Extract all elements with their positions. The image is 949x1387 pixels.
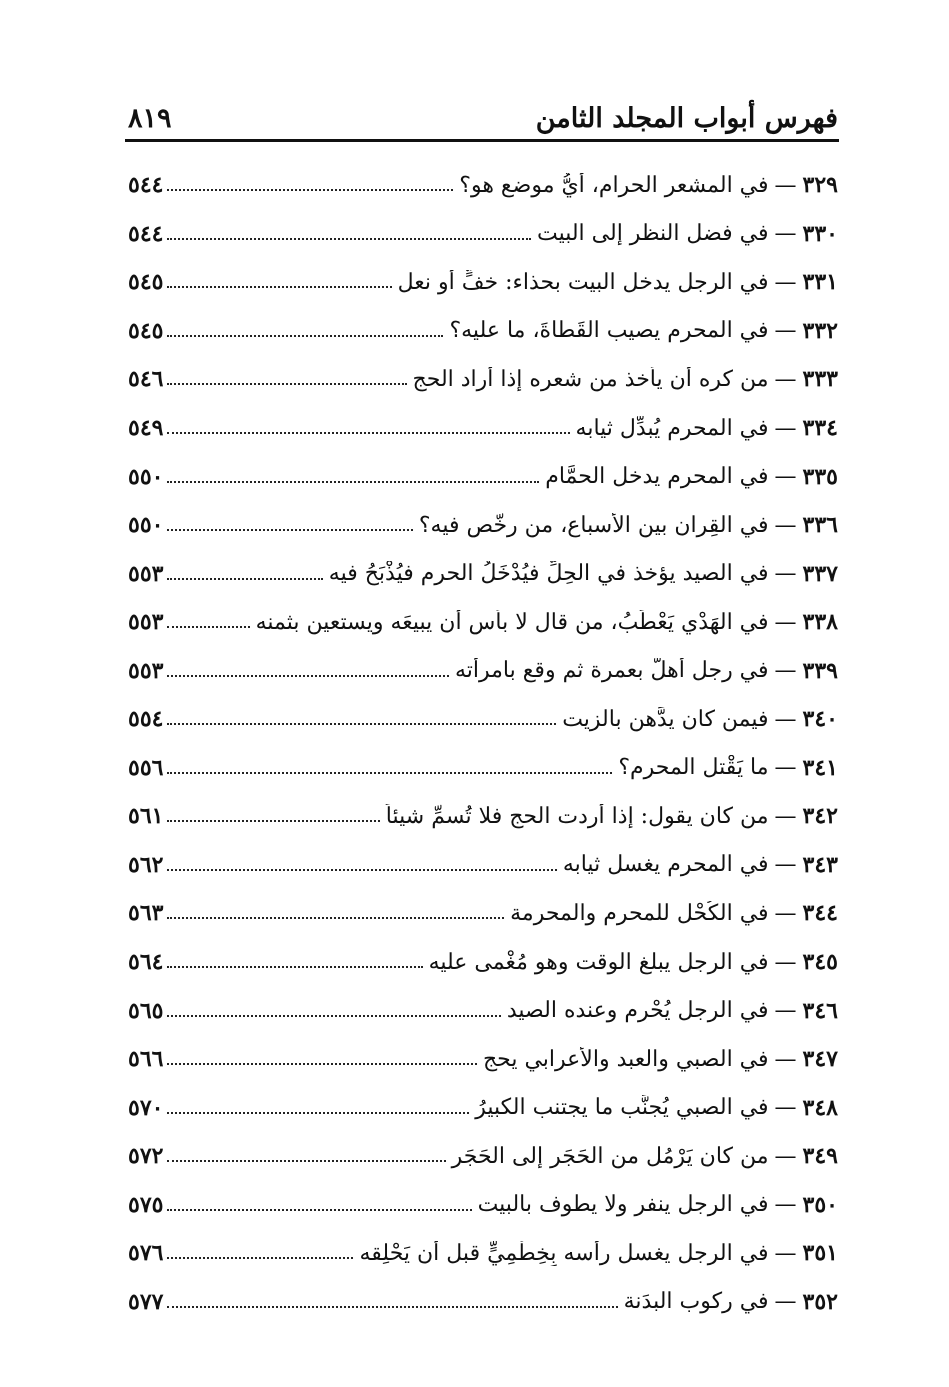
entry-page-number: ٥٦٤ <box>128 949 164 976</box>
entry-number: ٣٤٤ <box>802 900 838 927</box>
dot-leader <box>167 820 379 822</box>
dot-leader <box>167 626 249 628</box>
entry-number: ٣٣٣ <box>802 366 838 393</box>
entry-number: ٣٣٢ <box>802 317 838 344</box>
entry-dash: — <box>774 1289 797 1315</box>
entry-number: ٣٣٦ <box>802 512 838 539</box>
entry-page-number: ٥٤٤ <box>128 220 164 247</box>
dot-leader <box>167 723 556 725</box>
entry-dash: — <box>774 1143 797 1169</box>
entry-page-number: ٥٤٥ <box>128 317 164 344</box>
entry-page-number: ٥٥٣ <box>128 560 164 587</box>
entry-title: في المحرم يدخل الحمَّام <box>545 464 769 490</box>
toc-entry <box>128 355 838 404</box>
toc-entry <box>128 792 838 841</box>
entry-dash: — <box>774 415 797 441</box>
entry-title: في الرجل ينفر ولا يطوف بالبيت <box>477 1192 769 1218</box>
toc-entry <box>128 210 838 259</box>
entry-page-number: ٥٥٣ <box>128 657 164 684</box>
entry-page-number: ٥٤٩ <box>128 415 164 441</box>
dot-leader <box>167 335 443 337</box>
entry-title: في المشعر الحرام، أيُّ موضع هو؟ <box>459 172 769 198</box>
toc-entry <box>128 744 838 793</box>
entry-dash: — <box>774 366 797 392</box>
entry-number: ٣٥٠ <box>802 1191 838 1218</box>
toc-entry <box>128 404 838 453</box>
page-header <box>128 90 838 134</box>
entry-dash: — <box>774 1192 797 1218</box>
entry-title: في المحرم يُبدِّل ثيابه <box>575 415 769 441</box>
dot-leader <box>167 529 412 531</box>
entry-number: ٣٢٩ <box>802 172 838 199</box>
entry-dash: — <box>774 269 797 295</box>
entry-number: ٣٣٨ <box>802 609 838 636</box>
entry-page-number: ٥٤٤ <box>128 172 164 199</box>
entry-dash: — <box>774 318 797 344</box>
toc-entry <box>128 1180 838 1229</box>
entry-title: في المحرم يغسل ثيابه <box>562 852 769 878</box>
toc-entry <box>128 938 838 987</box>
toc-entry <box>128 1278 838 1327</box>
running-title: فهرس أبواب المجلد الثامن <box>535 103 838 134</box>
entry-page-number: ٥٥٦ <box>128 754 164 781</box>
entry-page-number: ٥٧٦ <box>128 1240 164 1267</box>
entry-page-number: ٥٦٢ <box>128 851 164 878</box>
toc-entry <box>128 307 838 356</box>
entry-dash: — <box>774 561 797 587</box>
entry-page-number: ٥٦٣ <box>128 900 164 927</box>
entry-dash: — <box>774 900 797 926</box>
dot-leader <box>167 675 449 677</box>
toc-entry <box>128 695 838 744</box>
dot-leader <box>167 432 569 434</box>
entry-dash: — <box>774 755 797 781</box>
dot-leader <box>167 1257 353 1259</box>
entry-title: في الصبي يُجنَّب ما يجتنب الكبيرُ <box>475 1095 769 1121</box>
toc-entry <box>128 549 838 598</box>
dot-leader <box>167 966 422 968</box>
toc-entry <box>128 1083 838 1132</box>
dot-leader <box>167 481 539 483</box>
toc-entry <box>128 1132 838 1181</box>
entry-title: فيمن كان يدَّهن بالزيت <box>562 706 769 732</box>
entry-dash: — <box>774 1240 797 1266</box>
entry-page-number: ٥٦٦ <box>128 1046 164 1073</box>
toc-entry <box>128 161 838 210</box>
entry-dash: — <box>774 852 797 878</box>
entry-dash: — <box>774 1046 797 1072</box>
header-rule <box>125 139 839 142</box>
toc-entry <box>128 1229 838 1278</box>
entry-page-number: ٥٤٦ <box>128 366 164 393</box>
entry-number: ٣٣١ <box>802 269 838 296</box>
entry-title: في القِران بين الأسباع، من رخَّص فيه؟ <box>418 512 769 538</box>
dot-leader <box>167 1160 445 1162</box>
dot-leader <box>167 189 453 191</box>
dot-leader <box>167 1015 500 1017</box>
entry-page-number: ٥٧٢ <box>128 1143 164 1170</box>
entry-title: من كان يَرْمُل من الحَجَر إلى الحَجَر <box>451 1143 769 1169</box>
entry-number: ٣٣٧ <box>802 560 838 587</box>
entry-title: في المحرم يصيب القَطاةَ، ما عليه؟ <box>449 318 769 344</box>
toc-entry <box>128 1035 838 1084</box>
entry-title: في الكُحْل للمحرم والمحرمة <box>510 900 769 926</box>
toc-entry <box>128 646 838 695</box>
entry-number: ٣٣٤ <box>802 415 838 441</box>
toc-entry <box>128 598 838 647</box>
entry-number: ٣٤٠ <box>802 706 838 733</box>
entry-number: ٣٤٣ <box>802 851 838 878</box>
entry-page-number: ٥٦١ <box>128 803 164 830</box>
entry-dash: — <box>774 949 797 975</box>
dot-leader <box>167 286 391 288</box>
entry-number: ٣٥١ <box>802 1240 838 1267</box>
dot-leader <box>167 1209 471 1211</box>
entry-number: ٣٤٩ <box>802 1143 838 1170</box>
dot-leader <box>167 578 322 580</box>
entry-title: في الرجل يدخل البيت بحذاء: خفٍّ أو نعل <box>397 269 769 295</box>
entry-number: ٣٣٥ <box>802 463 838 490</box>
entry-number: ٣٤٧ <box>802 1046 838 1073</box>
entry-title: في الصبي والعبد والأعرابي يحج <box>482 1046 769 1072</box>
entry-page-number: ٥٤٥ <box>128 269 164 296</box>
table-of-contents <box>128 161 838 1326</box>
entry-page-number: ٥٦٥ <box>128 997 164 1024</box>
entry-number: ٣٤١ <box>802 754 838 781</box>
dot-leader <box>167 1306 617 1308</box>
toc-entry <box>128 258 838 307</box>
toc-entry <box>128 986 838 1035</box>
entry-number: ٣٣٩ <box>802 657 838 684</box>
toc-entry <box>128 452 838 501</box>
entry-title: ما يَقْتل المحرم؟ <box>618 755 769 781</box>
entry-number: ٣٤٥ <box>802 949 838 976</box>
toc-entry <box>128 889 838 938</box>
entry-title: من كان يقول: إذا أردت الحج فلا تُسمِّ شيئاً <box>385 803 769 829</box>
entry-page-number: ٥٧٠ <box>128 1094 164 1121</box>
entry-page-number: ٥٥٠ <box>128 463 164 490</box>
dot-leader <box>167 772 612 774</box>
entry-title: في الهَدْي يَعْطَبُ، من قال لا بأس أن يبيعَه ويستعين بثمنه <box>255 609 769 635</box>
entry-title: في الصيد يؤخذ في الحِلِّ فيُدْخَلُ الحرم فيُذْبَحُ فيه <box>328 561 769 587</box>
entry-dash: — <box>774 172 797 198</box>
entry-number: ٣٤٨ <box>802 1094 838 1121</box>
dot-leader <box>167 383 406 385</box>
entry-title: في الرجل يُحْرِم وعنده الصيد <box>506 998 769 1024</box>
entry-dash: — <box>774 998 797 1024</box>
entry-dash: — <box>774 706 797 732</box>
entry-title: في فضل النظر إلى البيت <box>536 221 769 247</box>
entry-page-number: ٥٥٠ <box>128 512 164 539</box>
dot-leader <box>167 869 556 871</box>
entry-page-number: ٥٧٧ <box>128 1288 164 1315</box>
entry-number: ٣٥٢ <box>802 1288 838 1315</box>
entry-number: ٣٣٠ <box>802 220 838 247</box>
entry-number: ٣٤٦ <box>802 997 838 1024</box>
entry-dash: — <box>774 512 797 538</box>
entry-page-number: ٥٥٣ <box>128 609 164 636</box>
page-number: ٨١٩ <box>128 103 172 134</box>
entry-title: في الرجل يغسل رأسه بِخِطْمِيٍّ قبل أن يَحْلِقه <box>359 1240 769 1266</box>
dot-leader <box>167 1063 477 1065</box>
dot-leader <box>167 238 531 240</box>
entry-page-number: ٥٧٥ <box>128 1191 164 1218</box>
entry-title: من كره أن يأخذ من شعره إذا أراد الحج <box>412 366 769 392</box>
toc-entry <box>128 841 838 890</box>
entry-dash: — <box>774 221 797 247</box>
entry-dash: — <box>774 658 797 684</box>
entry-title: في الرجل يبلغ الوقت وهو مُغْمى عليه <box>428 949 769 975</box>
entry-dash: — <box>774 464 797 490</box>
toc-entry <box>128 501 838 550</box>
entry-title: في رجل أهلَّ بعمرة ثم وقع بامرأته <box>454 658 769 684</box>
entry-title: في ركوب البدَنة <box>623 1289 769 1315</box>
dot-leader <box>167 917 504 919</box>
dot-leader <box>167 1112 469 1114</box>
entry-number: ٣٤٢ <box>802 803 838 830</box>
entry-dash: — <box>774 1095 797 1121</box>
entry-page-number: ٥٥٤ <box>128 706 164 733</box>
entry-dash: — <box>774 803 797 829</box>
entry-dash: — <box>774 609 797 635</box>
